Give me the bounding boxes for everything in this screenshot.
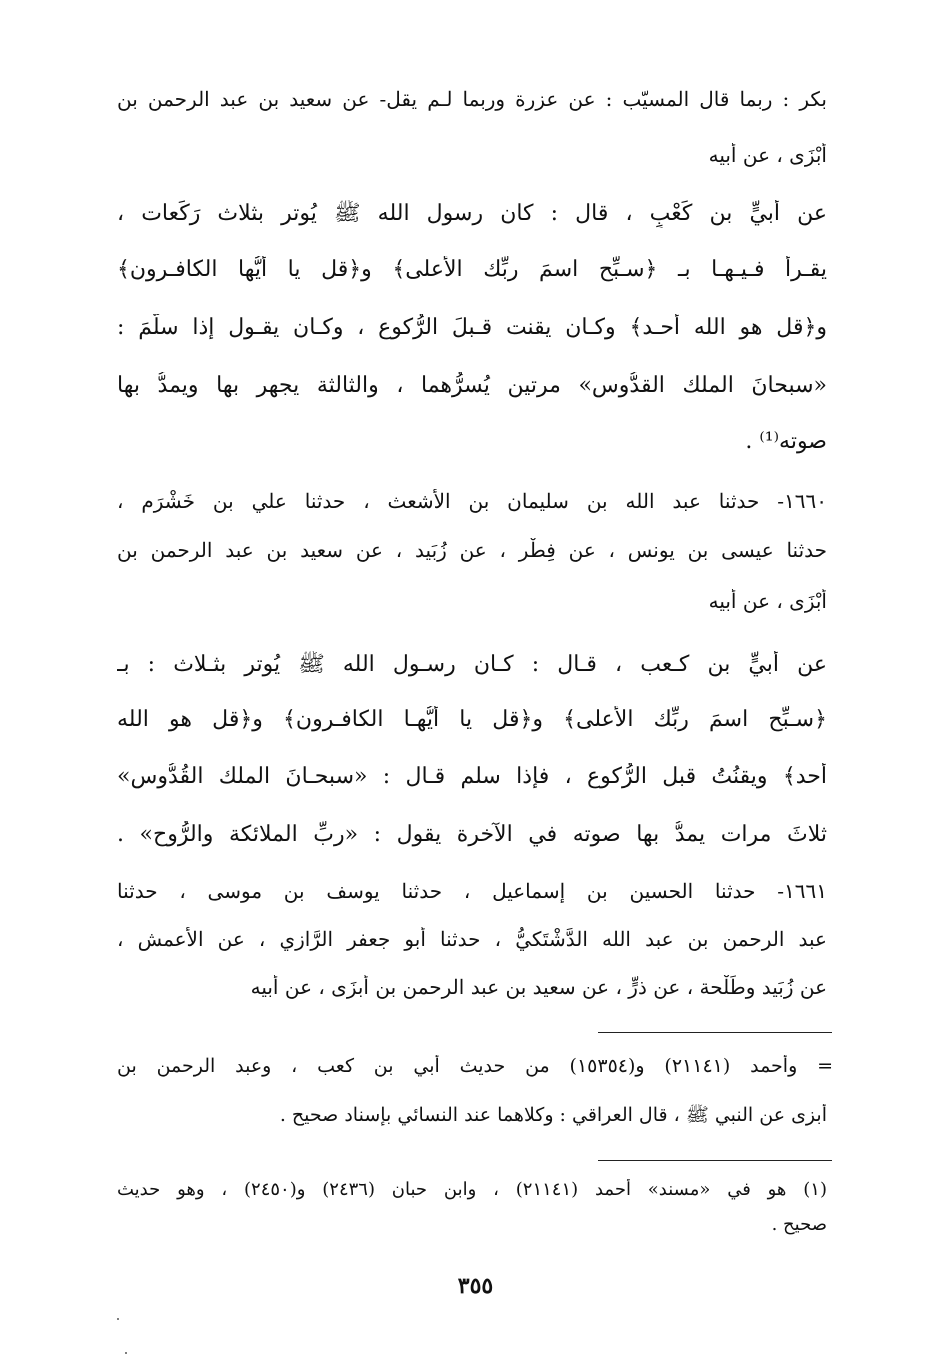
footnote-separator (598, 1032, 832, 1033)
scan-speck (125, 1352, 127, 1354)
body-line: حدثنا عيسى بن يونس ، عن فِطْر ، عن زُبَيد ، عن سعيد بن عبد الرحمن بن (117, 538, 827, 562)
footnote-line: صحيح . (771, 1214, 827, 1235)
body-line: أحد﴾ ويقنُتُ قبل الرُّكوع ، فإذا سلم قـال : «سبحـانَ الملك القُدُّوس» (117, 764, 827, 789)
body-line: بكر : ربما قال المسيّب : عن عزرة وربما لـم يقل- عن سعيد بن عبد الرحمن بن (117, 87, 827, 111)
body-line: أَبْزَى ، عن أبيه (708, 143, 827, 167)
body-line: ثلاثَ مرات يمدُّ بها صوته في الآخرة يقول : «ربِّ الملائكة والرُّوح» . (117, 822, 827, 847)
body-line: أَبْزَى ، عن أبيه (708, 589, 827, 613)
body-line: صوته⁽¹⁾ . (745, 429, 827, 454)
footnote-continuation-line: أبزى عن النبي ﷺ ، قال العراقي : وكلاهما عند النسائي بإسناد صحيح . (279, 1104, 827, 1126)
page-number: ٣٥٥ (457, 1273, 494, 1299)
body-line: ﴿سـبِّح اسمَ ربِّك الأعلى﴾ و﴿قل يا أيُّهـا الكافـرون﴾ و﴿قل هو الله (117, 707, 827, 732)
footnote-line: (١) هو في «مسند» أحمد (٢١١٤١) ، وابن حبان (٢٤٣٦) و(٢٤٥٠) ، وهو حديث (117, 1179, 827, 1200)
scan-speck (117, 1318, 119, 1320)
footnote-separator (598, 1160, 832, 1161)
body-line: «سبحانَ الملك القدُّوس» مرتين يُسرُّهما ، والثالثة يجهر بها ويمدُّ بها (117, 373, 827, 398)
body-line: و﴿قل هو الله أحـد﴾ وكـان يقنت قـبلَ الرُّكوع ، وكـان يقـول إذا سلَّمَ : (117, 315, 827, 340)
body-line: ١٦٦١- حدثنا الحسين بن إسماعيل ، حدثنا يوسف بن موسى ، حدثنا (117, 879, 827, 903)
footnote-continuation-line: = وأحمد (٢١١٤١) و(١٥٣٥٤) من حديث أُبي بن كعب ، وعبد الرحمن بن (117, 1055, 833, 1077)
body-line: ١٦٦٠- حدثنا عبد الله بن سليمان بن الأشعث ، حدثنا علي بن خَشْرَم ، (117, 489, 827, 513)
body-line: عبد الرحمن بن عبد الله الدَّشْتَكيُّ ، حدثنا أبو جعفر الرَّازي ، عن الأعمش ، (117, 927, 827, 951)
body-line: يقـرأ فـيـهـا بـ ﴿سـبِّح اسمَ ربِّك الأعلى﴾ و﴿قل يا أيُّها الكافـرون﴾ (117, 257, 827, 282)
body-line: عن أُبيٍّ بن كَعْبٍ ، قال : كان رسول الله ﷺ يُوتر بثلاث رَكَعات ، (117, 201, 827, 226)
body-line: عن زُبَيد وطَلْحة ، عن ذرٍّ ، عن سعيد بن عبد الرحمن بن أبزَى ، عن أبيه (250, 975, 827, 999)
body-line: عن أُبيٍّ بن كـعب ، قـال : كـان رسـول الله ﷺ يُوتر بثـلاث : بـ (117, 652, 827, 677)
